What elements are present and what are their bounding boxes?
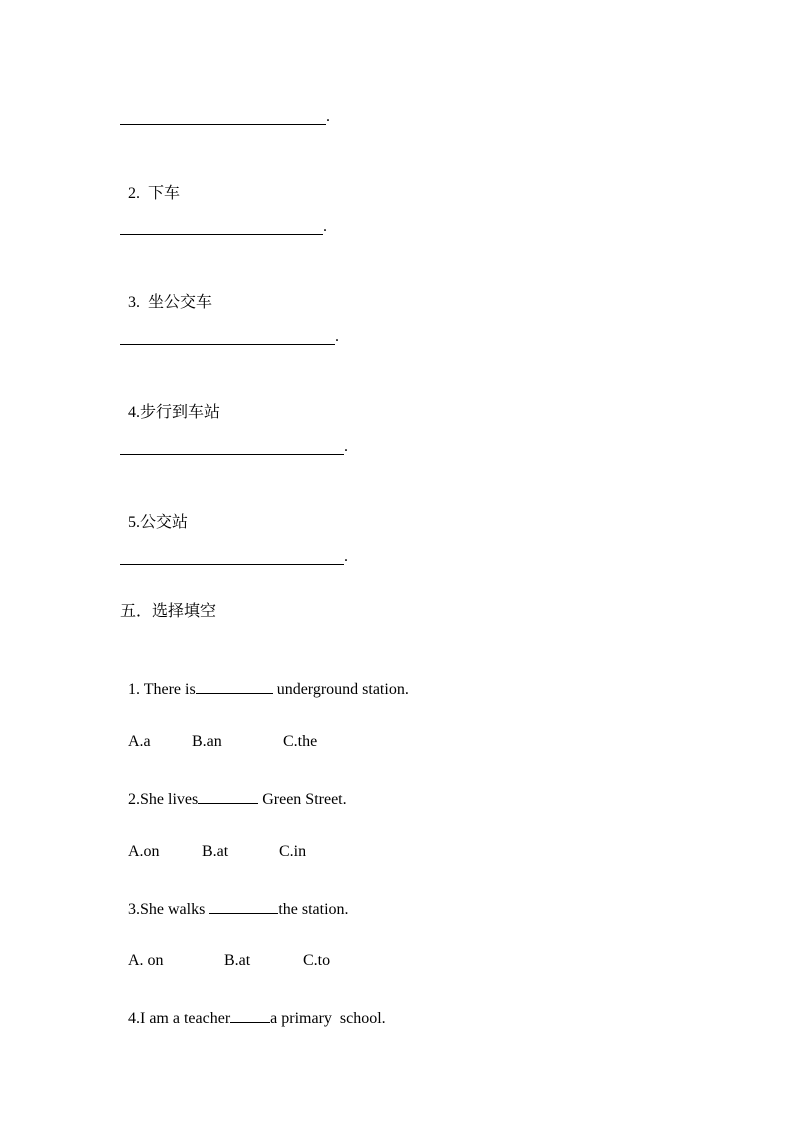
phrase-text: 下车 (148, 183, 181, 202)
options-3 (120, 931, 330, 971)
answer-line-1[interactable]: . (120, 107, 330, 127)
answer-line-3[interactable]: . (120, 327, 339, 347)
answer-line-5[interactable]: . (120, 547, 348, 567)
option-c[interactable]: C.to (303, 952, 331, 969)
question-blank[interactable] (230, 1006, 270, 1023)
answer-line-4[interactable]: . (120, 437, 348, 457)
answer-line-2[interactable]: . (120, 217, 327, 237)
option-b[interactable]: B.at (224, 952, 251, 969)
section-title: 五．选择填空 (120, 601, 217, 620)
question-blank[interactable] (209, 897, 278, 914)
phrase-number: 2. (128, 185, 140, 202)
options-2 (120, 822, 306, 862)
phrase-text: 步行到车站 (140, 402, 221, 421)
answer-blank[interactable] (120, 550, 344, 565)
option-a[interactable]: A.on (128, 843, 160, 860)
option-c[interactable]: C.the (283, 733, 318, 750)
answer-blank[interactable] (120, 220, 323, 235)
question-blank[interactable] (196, 677, 273, 694)
answer-blank[interactable] (120, 440, 344, 455)
phrase-text: 公交站 (140, 512, 189, 531)
question-blank[interactable] (198, 787, 258, 804)
options-1 (120, 712, 317, 752)
question-2: 2.She lives Green Street. (120, 767, 347, 810)
phrase-item-2 (120, 163, 180, 204)
phrase-item-5 (120, 492, 188, 533)
option-a[interactable]: A.a (128, 733, 151, 750)
phrase-number: 5. (128, 514, 140, 531)
question-1: 1. There is underground station. (120, 657, 409, 700)
option-b[interactable]: B.at (202, 843, 229, 860)
option-a[interactable]: A. on (128, 952, 164, 969)
answer-blank[interactable] (120, 330, 335, 345)
answer-blank[interactable] (120, 110, 326, 125)
phrase-item-4 (120, 382, 220, 423)
question-4: 4.I am a teacher a primary school. (120, 986, 386, 1029)
option-c[interactable]: C.in (279, 843, 307, 860)
phrase-item-3 (120, 272, 212, 313)
phrase-text: 坐公交车 (148, 292, 213, 311)
question-3: 3.She walks the station. (120, 877, 349, 920)
phrase-number: 3. (128, 294, 140, 311)
phrase-number: 4. (128, 404, 140, 421)
option-b[interactable]: B.an (192, 733, 222, 750)
